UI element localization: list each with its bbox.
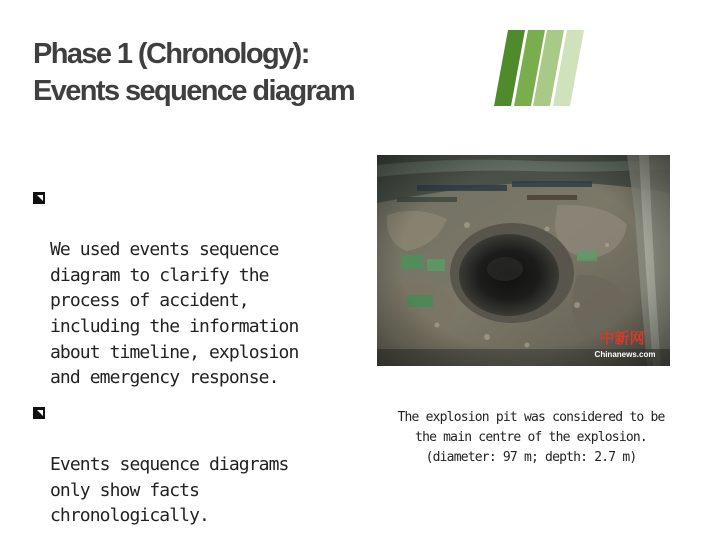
caption-line-3: (diameter: 97 m; depth: 2.7 m)	[425, 450, 637, 465]
caption-line-1: The explosion pit was considered to be	[397, 410, 665, 425]
slide-title-line-1: Phase 1 (Chronology):	[33, 38, 309, 70]
bullet-text: Events sequence diagrams only show facts chronologically.	[50, 453, 289, 527]
square-bullet-icon	[33, 192, 45, 204]
photo-caption	[372, 408, 690, 468]
bullet-item	[33, 186, 363, 391]
slide-title-line-2: Events sequence diagram	[33, 75, 355, 107]
square-bullet-icon	[33, 407, 45, 419]
photo-watermark-site: Chinanews.com	[594, 350, 656, 359]
bullet-text: We used events sequence diagram to clarify the process of accident, including the information about timeline, explosion and emergency response.	[50, 239, 299, 389]
slide-title	[33, 36, 493, 110]
caption-line-2: the main centre of the explosion.	[415, 430, 647, 445]
decorative-stripes	[494, 29, 586, 107]
bullet-item	[33, 401, 363, 529]
explosion-pit-aerial-photo	[377, 155, 670, 366]
photo-watermark-logo: 中新网	[599, 329, 645, 347]
bullet-list	[33, 186, 363, 539]
